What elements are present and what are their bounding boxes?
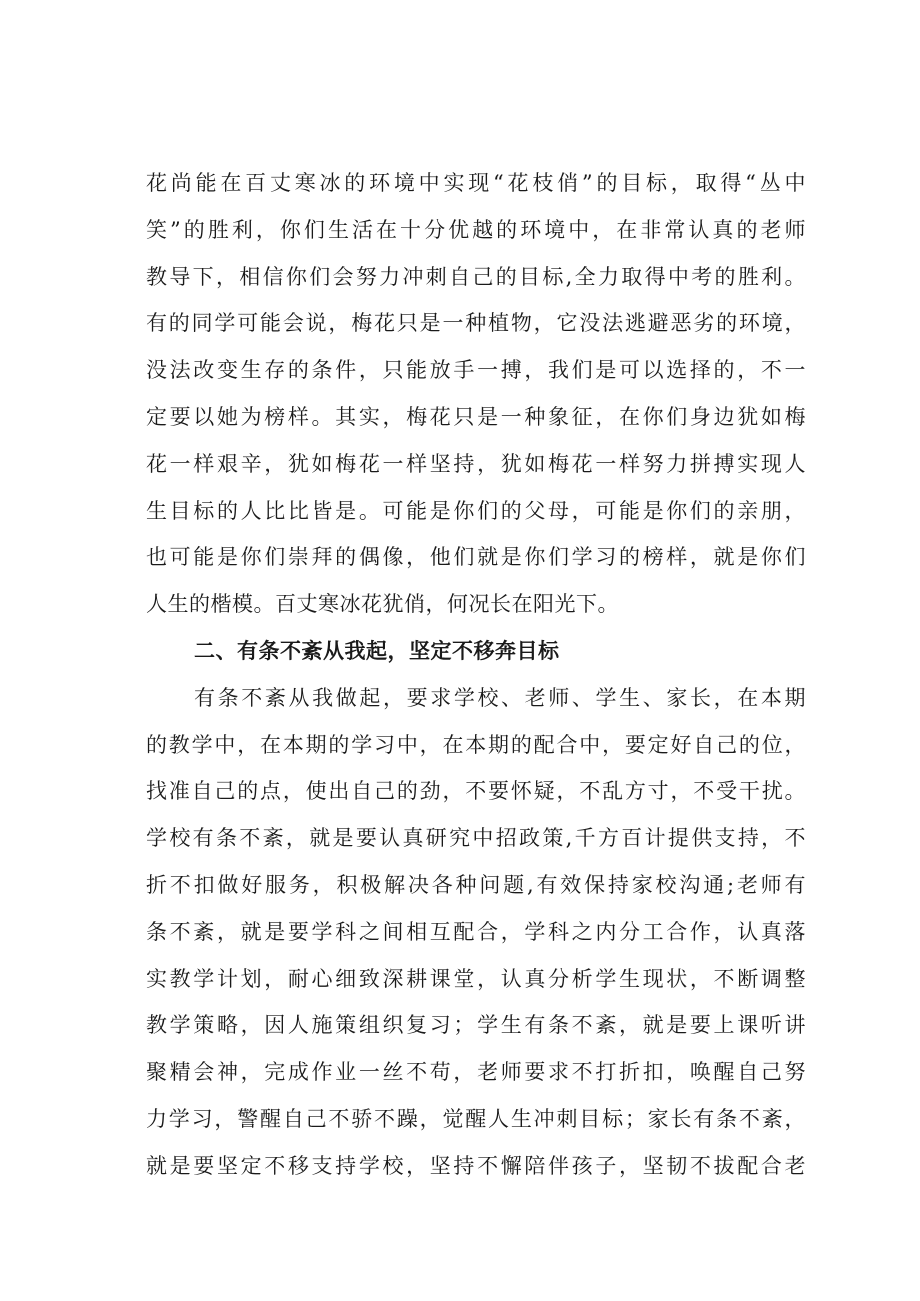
text-line: 教学策略，因人施策组织复习；学生有条不紊，就是要上课听讲 — [146, 1013, 806, 1038]
paragraph-orderly — [146, 675, 806, 1190]
text-line: 教导下，相信你们会努力冲刺自己的目标,全力取得中考的胜利。 — [146, 264, 806, 289]
text-line: 找准自己的点，使出自己的劲，不要怀疑，不乱方寸，不受干扰。 — [146, 779, 806, 804]
text-line: 没法改变生存的条件，只能放手一搏，我们是可以选择的，不一 — [146, 358, 806, 383]
text-line: 力学习，警醒自己不骄不躁，觉醒人生冲刺目标；家长有条不紊， — [146, 1106, 806, 1131]
text-line: 有的同学可能会说，梅花只是一种植物，它没法逃避恶劣的环境， — [146, 311, 806, 336]
text-line: 花一样艰辛，犹如梅花一样坚持，犹如梅花一样努力拼搏实现人 — [146, 451, 806, 476]
text-line: 定要以她为榜样。其实，梅花只是一种象征，在你们身边犹如梅 — [146, 404, 806, 429]
text-line: 条不紊，就是要学科之间相互配合，学科之内分工合作，认真落 — [146, 919, 806, 944]
text-line: 有条不紊从我做起，要求学校、老师、学生、家长，在本期 — [194, 685, 806, 710]
text-line: 人生的楷模。百丈寒冰花犹俏，何况长在阳光下。 — [146, 592, 619, 617]
text-line: 生目标的人比比皆是。可能是你们的父母，可能是你们的亲朋， — [146, 498, 806, 523]
paragraph-plum-blossom — [146, 160, 806, 628]
text-line: 学校有条不紊，就是要认真研究中招政策,千方百计提供支持，不 — [146, 826, 806, 851]
text-line: 聚精会神，完成作业一丝不苟，老师要求不打折扣，唤醒自己努 — [146, 1060, 806, 1085]
document-body — [146, 160, 806, 1190]
text-line: 折不扣做好服务，积极解决各种问题,有效保持家校沟通;老师有 — [146, 872, 806, 897]
text-line: 也可能是你们崇拜的偶像，他们就是你们学习的榜样，就是你们 — [146, 545, 806, 570]
text-line: 就是要坚定不移支持学校，坚持不懈陪伴孩子，坚韧不拔配合老 — [146, 1153, 806, 1178]
text-line: 花尚能在百丈寒冰的环境中实现“花枝俏”的目标，取得“丛中 — [146, 171, 806, 195]
section-heading: 二、有条不紊从我起，坚定不移奔目标 — [194, 638, 560, 663]
text-line: 的教学中，在本期的学习中，在本期的配合中，要定好自己的位， — [146, 732, 806, 757]
text-line: 实教学计划，耐心细致深耕课堂，认真分析学生现状，不断调整 — [146, 966, 806, 991]
text-line: 笑”的胜利，你们生活在十分优越的环境中，在非常认真的老师 — [146, 217, 806, 242]
